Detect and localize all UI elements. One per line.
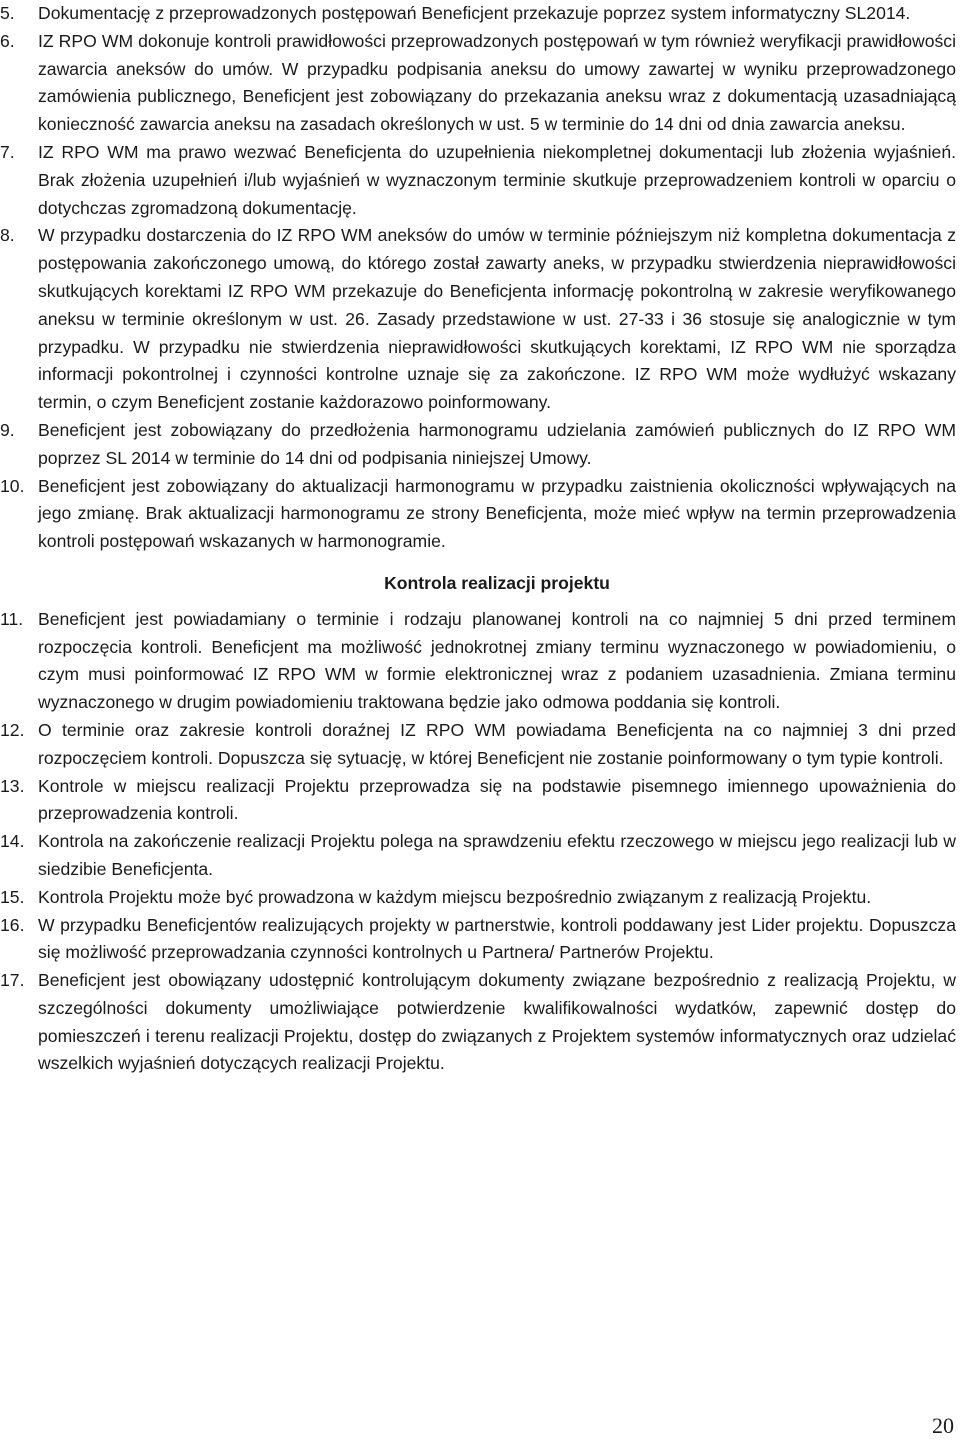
list-item [0,473,956,556]
list-item-number: 15. [0,886,25,907]
list-item [0,606,956,717]
list-item-number: 7. [0,141,15,162]
list-item-text: Kontrole w miejscu realizacji Projektu przeprowadza się na podstawie pisemnego imiennego upoważnienia do przeprowadzenia kontroli. [38,775,956,824]
list-item-number: 14. [0,831,25,852]
list-item-text: Kontrola Projektu może być prowadzona w każdym miejscu bezpośrednio związanym z realizacją Projektu. [38,886,872,907]
list-item-text: IZ RPO WM dokonuje kontroli prawidłowości przeprowadzonych postępowań w tym również weryfikacji prawidłowości zawarcia aneksów do umów. W przypadku podpisania aneksu do umowy zawartej w wyniku przeprowadzonego zamówienia publicznego, Beneficjent jest zobowiązany do przekazania aneksu wraz z dokumentacją uzasadniającą konieczność zawarcia aneksu na zasadach określonych w ust. 5 w terminie do 14 dni od dnia zawarcia aneksu. [38,30,956,135]
list-item-text: Beneficjent jest powiadamiany o terminie i rodzaju planowanej kontroli na co najmniej 5 dni przed terminem rozpoczęcia kontroli. Beneficjent ma możliwość jednokrotnej zmiany terminu wyznaczonego w powiadomieniu, o czym musi poinformować IZ RPO WM w formie elektronicznej wraz z podaniem uzasadnienia. Zmiana terminu wyznaczonego w drugim powiadomieniu traktowana będzie jako odmowa poddania się kontroli. [38,608,956,713]
list-item [0,967,956,1078]
list-item-text: O terminie oraz zakresie kontroli doraźnej IZ RPO WM powiadama Beneficjenta na co najmniej 3 dni przed rozpoczęciem kontroli. Dopuszcza się sytuację, w której Beneficjent nie zostanie poinformowany o tym typie kontroli. [38,719,956,768]
list-item-number: 6. [0,30,15,51]
list-item-text: Beneficjent jest obowiązany udostępnić kontrolującym dokumenty związane bezpośrednio z realizacją Projektu, w szczególności dokumenty umożliwiające potwierdzenie kwalifikowalności wydatków, zapewnić dostęp do pomieszczeń i terenu realizacji Projektu, dostęp do związanych z Projektem systemów informatycznych oraz udzielać wszelkich wyjaśnień dotyczących realizacji Projektu. [38,970,956,1074]
list-item-number: 11. [0,608,24,629]
list-item-text: IZ RPO WM ma prawo wezwać Beneficjenta do uzupełnienia niekompletnej dokumentacji lub złożenia wyjaśnień. Brak złożenia uzupełnień i/lub wyjaśnień w wyznaczonym terminie skutkuje przeprowadzeniem kontroli w oparciu o dotychczas zgromadzoną dokumentację. [38,141,956,218]
list-item-text: W przypadku Beneficjentów realizujących projekty w partnerstwie, kontroli poddawany jest Lider projektu. Dopuszcza się możliwość przeprowadzania czynności kontrolnych u Partnera/ Partnerów Projektu. [38,914,956,963]
list-item-number: 13. [0,775,25,796]
list-item-number: 10. [0,475,25,496]
page-number: 20 [932,1413,954,1438]
list-item-text: Beneficjent jest zobowiązany do przedłożenia harmonogramu udzielania zamówień publicznych do IZ RPO WM poprzez SL 2014 w terminie do 14 dni od podpisania niniejszej Umowy. [38,419,956,468]
list-item-number: 5. [0,3,15,23]
list-item [0,717,956,773]
list-item-number: 9. [0,419,15,440]
list-item [0,28,956,139]
list-item [0,773,956,829]
list-item-text: Beneficjent jest zobowiązany do aktualizacji harmonogramu w przypadku zaistnienia okoliczności wpływających na jego zmianę. Brak aktualizacji harmonogramu ze strony Beneficjenta, może mieć wpływ na termin przeprowadzenia kontroli postępowań wskazanych w harmonogramie. [38,475,956,552]
list-item-number: 8. [0,225,15,246]
clause-group-before [0,0,956,556]
list-item-text: W przypadku dostarczenia do IZ RPO WM aneksów do umów w terminie późniejszym niż kompletna dokumentacja z postępowania zakończonego umową, do którego został zawarty aneks, w przypadku stwierdzenia nieprawidłowości skutkujących korektami IZ RPO WM przekazuje do Beneficjenta informację pokontrolną w zakresie weryfikowanego aneksu w terminie określonym w ust. 26. Zasady przedstawione w ust. 27-33 i 36 stosuje się analogicznie w tym przypadku. W przypadku nie stwierdzenia nieprawidłowości skutkujących korektami, IZ RPO WM nie sporządza informacji pokontrolnej i czynności kontrolne uznaje się za zakończone. IZ RPO WM może wydłużyć wskazany termin, o czym Beneficjent zostanie każdorazowo poinformowany. [38,225,956,413]
list-item [0,139,956,222]
list-item [0,828,956,884]
list-item-text: Dokumentację z przeprowadzonych postępowań Beneficjent przekazuje poprzez system informatyczny SL2014. [38,3,911,23]
list-item [0,912,956,968]
clause-group-after [0,606,956,1079]
list-item-number: 16. [0,914,25,935]
section-heading: Kontrola realizacji projektu [384,572,610,593]
list-item [0,222,956,417]
list-item [0,417,956,473]
list-item [0,884,956,912]
list-item-number: 12. [0,719,25,740]
list-item-number: 17. [0,970,25,991]
list-item-text: Kontrola na zakończenie realizacji Projektu polega na sprawdzeniu efektu rzeczowego w miejscu jego realizacji lub w siedzibie Beneficjenta. [38,831,956,879]
list-item [0,0,956,28]
